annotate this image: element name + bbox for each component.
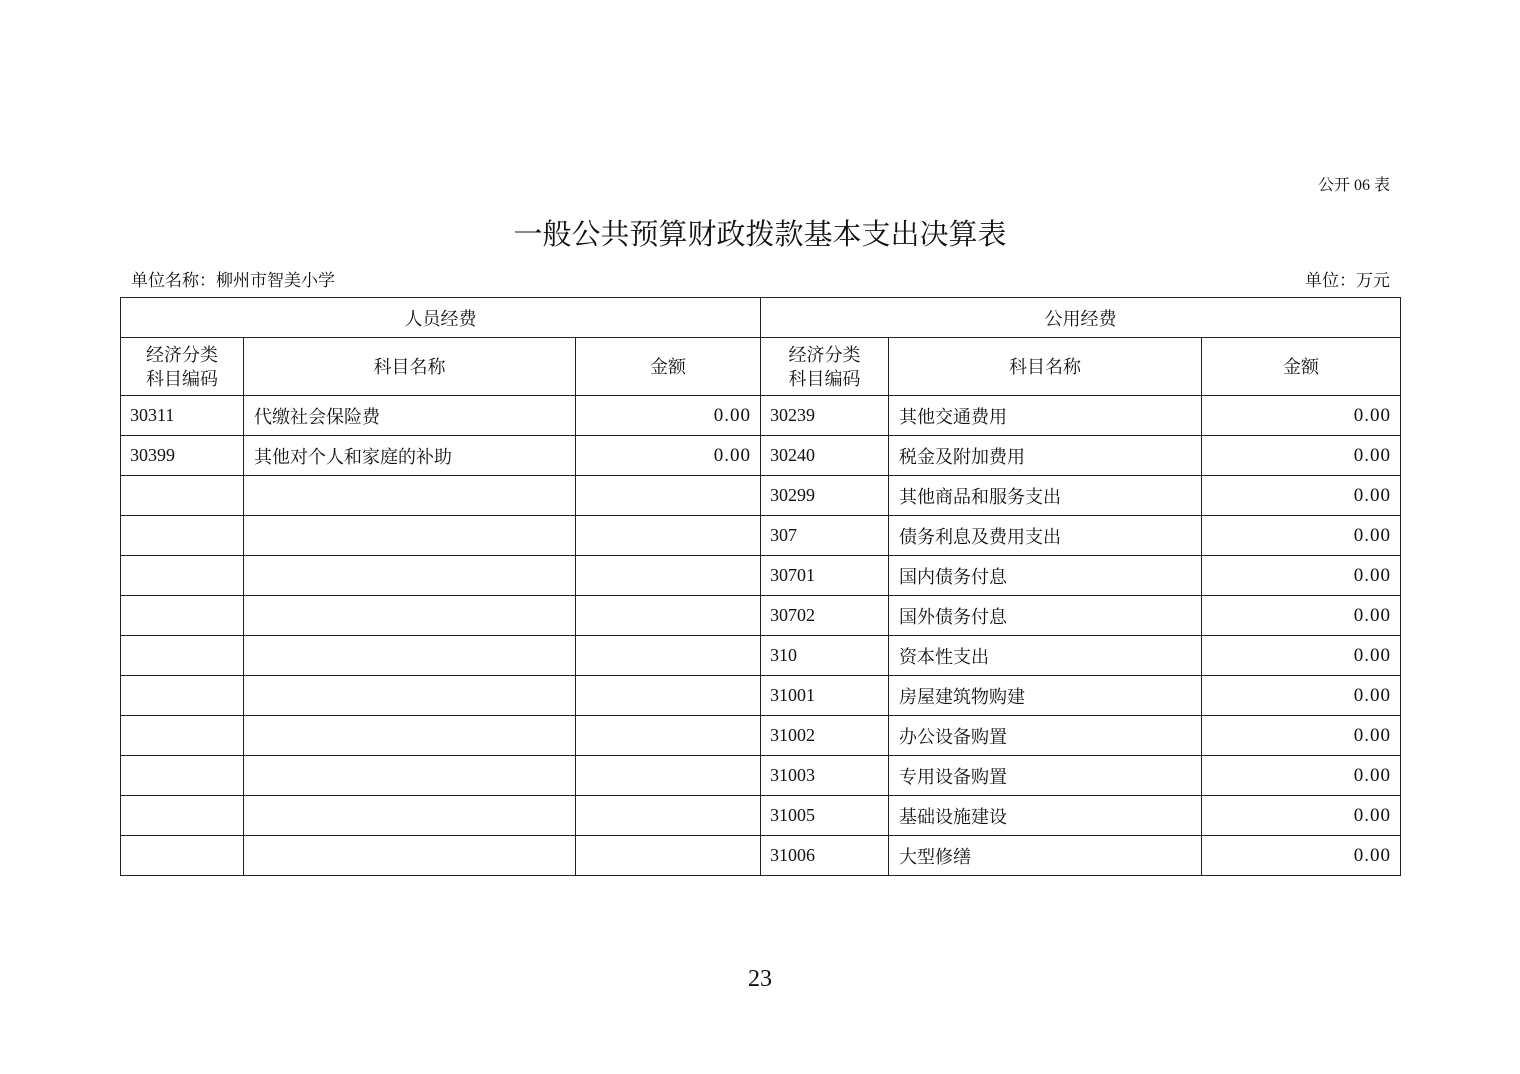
code-header-line1: 经济分类: [788, 344, 861, 365]
personnel-name-cell: [244, 716, 576, 756]
personnel-name-cell: [244, 756, 576, 796]
personnel-code-cell: [121, 596, 244, 636]
personnel-amount-header: 金额: [576, 338, 761, 396]
public-code-header: [761, 338, 889, 396]
public-amount-cell: 0.00: [1202, 476, 1401, 516]
table-row: [121, 436, 1401, 476]
code-header-line1: 经济分类: [146, 344, 218, 365]
personnel-code-header: [121, 338, 244, 396]
personnel-code-cell: [121, 676, 244, 716]
public-amount-cell: 0.00: [1202, 676, 1401, 716]
public-name-cell: 资本性支出: [889, 636, 1202, 676]
personnel-code-cell: [121, 556, 244, 596]
public-code-cell: 30239: [761, 396, 889, 436]
public-name-cell: 其他商品和服务支出: [889, 476, 1202, 516]
personnel-code-cell: 30399: [121, 436, 244, 476]
public-name-cell: 债务利息及费用支出: [889, 516, 1202, 556]
unit-name: 单位名称：柳州市智美小学: [131, 271, 335, 290]
public-code-cell: 31002: [761, 716, 889, 756]
personnel-amount-cell: [576, 676, 761, 716]
personnel-name-cell: [244, 836, 576, 876]
public-amount-cell: 0.00: [1202, 796, 1401, 836]
form-code: 公开 06 表: [1317, 177, 1390, 194]
public-code-cell: 31001: [761, 676, 889, 716]
public-name-cell: 专用设备购置: [889, 756, 1202, 796]
personnel-name-cell: [244, 476, 576, 516]
personnel-code-cell: [121, 476, 244, 516]
public-name-cell: 基础设施建设: [889, 796, 1202, 836]
table-row: [121, 396, 1401, 436]
personnel-amount-cell: [576, 716, 761, 756]
public-name-cell: 国内债务付息: [889, 556, 1202, 596]
public-name-cell: 房屋建筑物购建: [889, 676, 1202, 716]
personnel-name-cell: [244, 516, 576, 556]
page-title: 一般公共预算财政拨款基本支出决算表: [513, 219, 1007, 251]
table-row: [121, 756, 1401, 796]
personnel-code-cell: [121, 756, 244, 796]
table-row: [121, 676, 1401, 716]
personnel-amount-cell: [576, 556, 761, 596]
public-code-cell: 31006: [761, 836, 889, 876]
personnel-code-cell: [121, 516, 244, 556]
expenditure-table: [120, 297, 1401, 876]
personnel-amount-cell: [576, 756, 761, 796]
code-header-line2: 科目编码: [788, 368, 861, 389]
group-header-row: [121, 298, 1401, 338]
public-amount-cell: 0.00: [1202, 516, 1401, 556]
public-code-cell: 307: [761, 516, 889, 556]
public-name-cell: 办公设备购置: [889, 716, 1202, 756]
table-row: [121, 636, 1401, 676]
personnel-name-header: 科目名称: [244, 338, 576, 396]
personnel-name-cell: [244, 596, 576, 636]
public-code-cell: 31005: [761, 796, 889, 836]
public-code-cell: 310: [761, 636, 889, 676]
code-header-line2: 科目编码: [146, 368, 218, 389]
personnel-name-cell: 代缴社会保险费: [244, 396, 576, 436]
personnel-amount-cell: [576, 836, 761, 876]
public-amount-cell: 0.00: [1202, 836, 1401, 876]
personnel-code-cell: [121, 796, 244, 836]
personnel-amount-cell: [576, 516, 761, 556]
public-name-cell: 其他交通费用: [889, 396, 1202, 436]
personnel-code-cell: 30311: [121, 396, 244, 436]
table-row: [121, 516, 1401, 556]
personnel-amount-cell: [576, 796, 761, 836]
personnel-name-cell: [244, 636, 576, 676]
personnel-amount-cell: [576, 596, 761, 636]
personnel-name-cell: [244, 676, 576, 716]
public-amount-cell: 0.00: [1202, 396, 1401, 436]
personnel-amount-cell: 0.00: [576, 436, 761, 476]
public-code-cell: 30702: [761, 596, 889, 636]
public-amount-header: 金额: [1202, 338, 1401, 396]
personnel-name-cell: [244, 796, 576, 836]
table-row: [121, 596, 1401, 636]
public-code-cell: 30299: [761, 476, 889, 516]
personnel-code-cell: [121, 836, 244, 876]
public-name-header: 科目名称: [889, 338, 1202, 396]
table-row: [121, 556, 1401, 596]
public-name-cell: 税金及附加费用: [889, 436, 1202, 476]
personnel-amount-cell: 0.00: [576, 396, 761, 436]
page-number: 23: [748, 966, 772, 992]
public-name-cell: 大型修缮: [889, 836, 1202, 876]
public-amount-cell: 0.00: [1202, 556, 1401, 596]
public-code-cell: 31003: [761, 756, 889, 796]
public-name-cell: 国外债务付息: [889, 596, 1202, 636]
public-amount-cell: 0.00: [1202, 636, 1401, 676]
personnel-name-cell: 其他对个人和家庭的补助: [244, 436, 576, 476]
table-row: [121, 796, 1401, 836]
public-code-cell: 30701: [761, 556, 889, 596]
personnel-amount-cell: [576, 636, 761, 676]
table-row: [121, 716, 1401, 756]
table-row: [121, 476, 1401, 516]
group-personnel-header: 人员经费: [121, 298, 761, 338]
public-amount-cell: 0.00: [1202, 716, 1401, 756]
public-amount-cell: 0.00: [1202, 436, 1401, 476]
table-row: [121, 836, 1401, 876]
group-public-header: 公用经费: [761, 298, 1401, 338]
public-amount-cell: 0.00: [1202, 596, 1401, 636]
personnel-name-cell: [244, 556, 576, 596]
public-amount-cell: 0.00: [1202, 756, 1401, 796]
personnel-code-cell: [121, 636, 244, 676]
currency-unit: 单位：万元: [1305, 271, 1390, 290]
personnel-code-cell: [121, 716, 244, 756]
column-header-row: [121, 338, 1401, 396]
personnel-amount-cell: [576, 476, 761, 516]
public-code-cell: 30240: [761, 436, 889, 476]
